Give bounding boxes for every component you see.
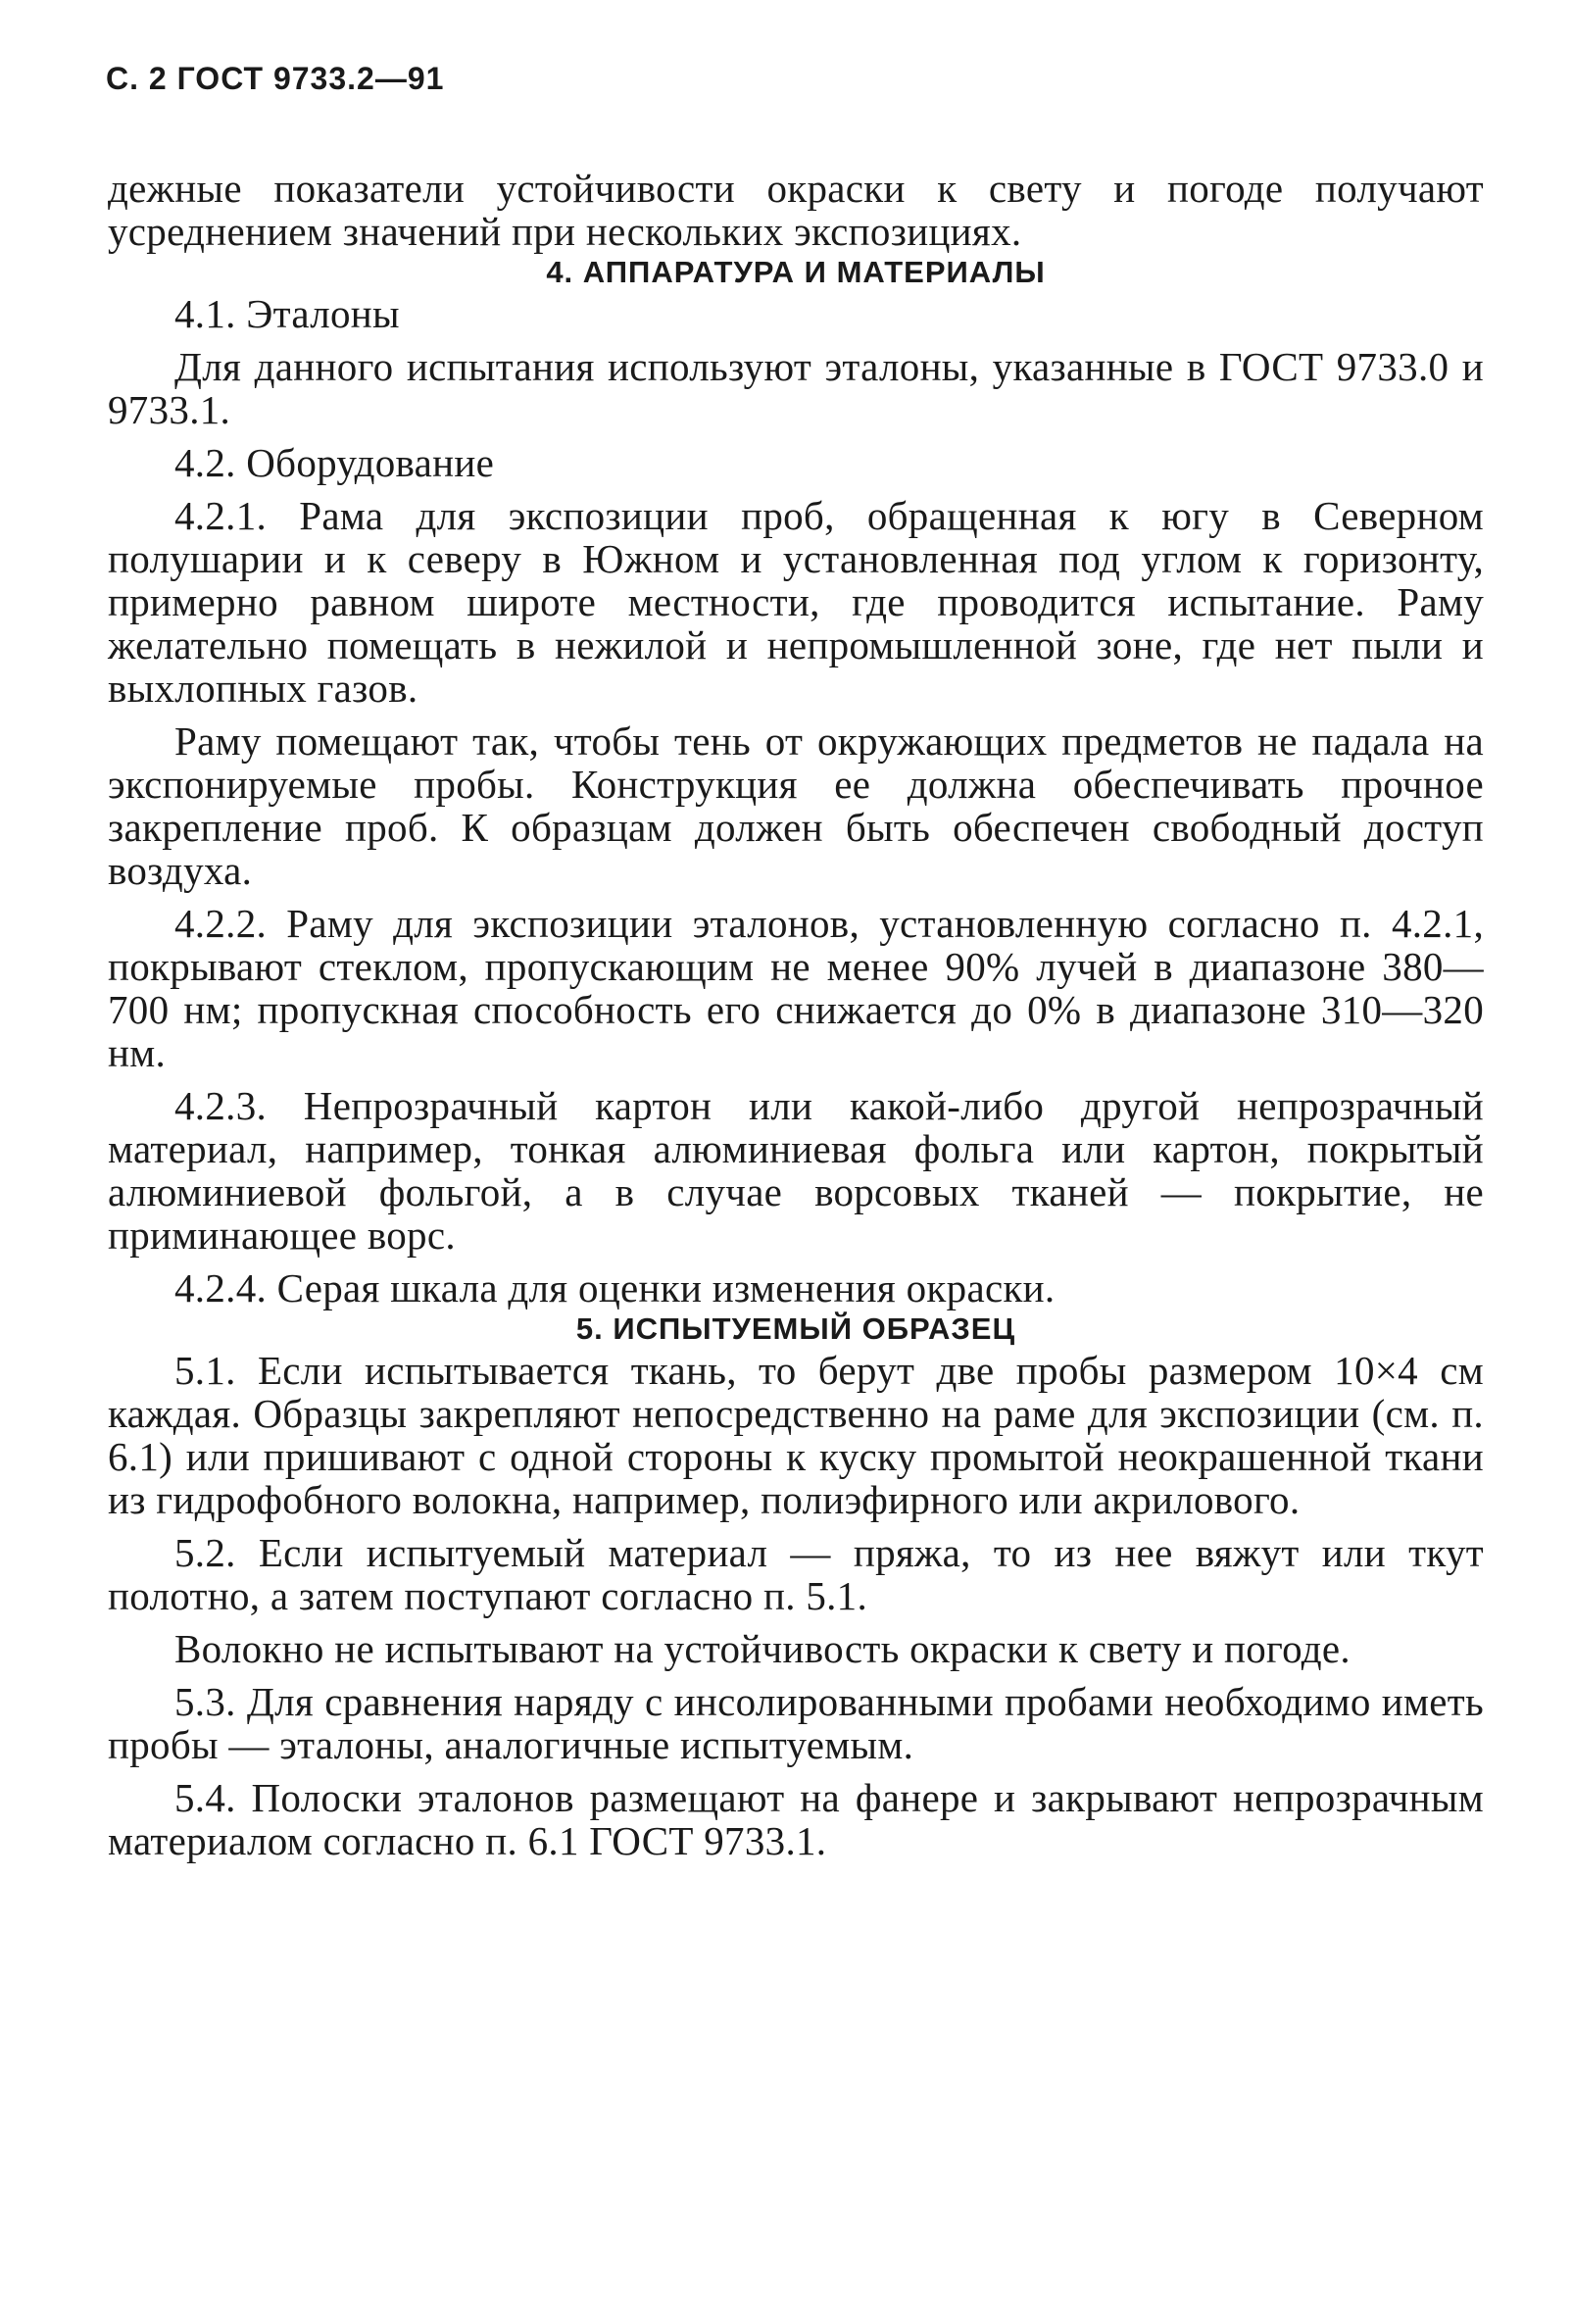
- paragraph-5-2-b: Волокно не испытывают на устойчивость окраски к свету и погоде.: [174, 1626, 1351, 1671]
- paragraph-5-3: 5.3. Для сравнения наряду с инсолированными пробами необходимо иметь пробы — эталоны, аналогичные испытуемым.: [108, 1679, 1484, 1767]
- section-heading-5: 5. ИСПЫТУЕМЫЙ ОБРАЗЕЦ: [575, 1311, 1016, 1346]
- document-body: [108, 167, 1484, 1862]
- paragraph-4-2: 4.2. Оборудование: [174, 440, 495, 485]
- paragraph-4-2-3: 4.2.3. Непрозрачный картон или какой-либо другой непрозрачный материал, например, тонкая алюминиевая фольга или картон, покрытый алюминиевой фольгой, а в случае ворсовых тканей — покрытие, не приминающее ворс.: [108, 1083, 1484, 1258]
- paragraph-4-2-4: 4.2.4. Серая шкала для оценки изменения окраски.: [174, 1265, 1056, 1310]
- paragraph-4-1-text: Для данного испытания используют эталоны, указанные в ГОСТ 9733.0 и 9733.1.: [108, 344, 1484, 432]
- paragraph-continuation: дежные показатели устойчивости окраски к свету и погоде получают усреднением значений при нескольких экспозициях.: [108, 166, 1484, 254]
- paragraph-4-2-1-b: Раму помещают так, чтобы тень от окружающих предметов не падала на экспонируемые пробы. Конструкция ее должна обеспечивать прочное закрепление проб. К образцам должен быть обеспечен свободный доступ воздуха.: [108, 718, 1484, 893]
- paragraph-4-2-2: 4.2.2. Раму для экспозиции эталонов, установленную согласно п. 4.2.1, покрывают стеклом, пропускающим не менее 90% лучей в диапазоне 380—700 нм; пропускная способность его снижается до 0% в диапазоне 310—320 нм.: [108, 901, 1484, 1075]
- paragraph-5-1: 5.1. Если испытывается ткань, то берут две пробы размером 10×4 см каждая. Образцы закрепляют непосредственно на раме для экспозиции (см. п. 6.1) или пришивают с одной стороны к куску промытой неокрашенной ткани из гидрофобного волокна, например, полиэфирного или акрилового.: [108, 1348, 1484, 1522]
- paragraph-5-4: 5.4. Полоски эталонов размещают на фанере и закрывают непрозрачным материалом согласно п. 6.1 ГОСТ 9733.1.: [108, 1775, 1484, 1863]
- paragraph-4-2-1: 4.2.1. Рама для экспозиции проб, обращенная к югу в Северном полушарии и к северу в Южном и установленная под углом к горизонту, примерно равном широте местности, где проводится испытание. Раму желательно помещать в нежилой и непромышленной зоне, где нет пыли и выхлопных газов.: [108, 493, 1484, 711]
- section-heading-4: 4. АППАРАТУРА И МАТЕРИАЛЫ: [546, 255, 1046, 289]
- page-header: С. 2 ГОСТ 9733.2—91: [106, 61, 445, 96]
- paragraph-5-2: 5.2. Если испытуемый материал — пряжа, то из нее вяжут или ткут полотно, а затем поступают согласно п. 5.1.: [108, 1530, 1484, 1618]
- paragraph-4-1: 4.1. Эталоны: [174, 291, 400, 336]
